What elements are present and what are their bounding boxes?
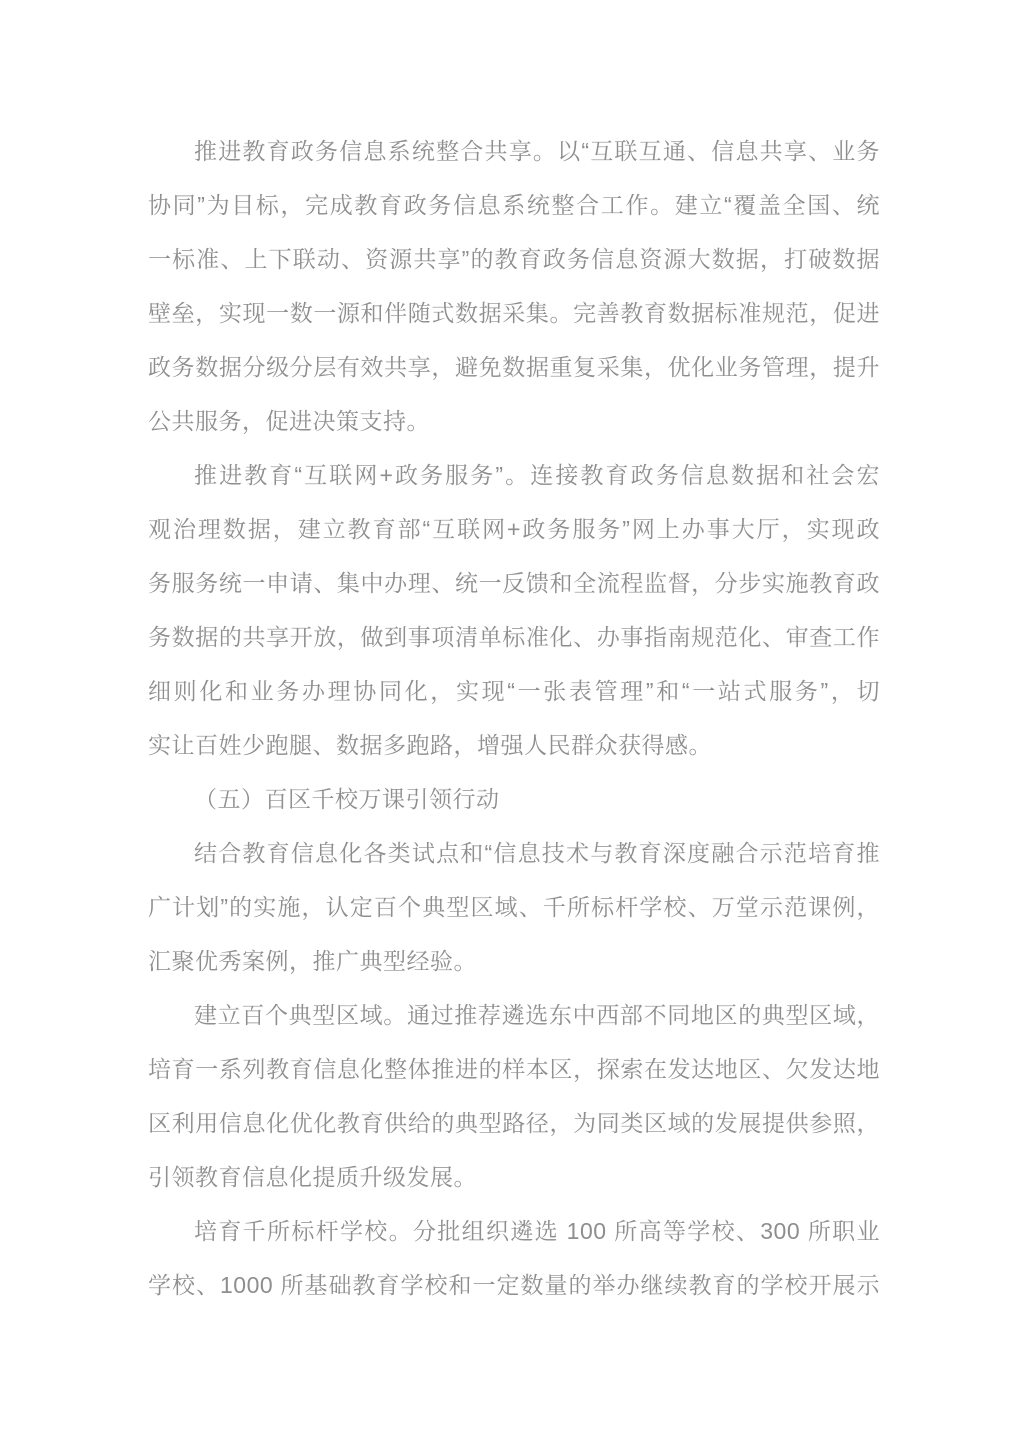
text-line: 引领教育信息化提质升级发展。 — [148, 1164, 477, 1190]
text-line: 政务数据分级分层有效共享，避免数据重复采集，优化业务管理，提升 — [148, 354, 880, 380]
text-line: 结合教育信息化各类试点和“信息技术与教育深度融合示范培育推 — [194, 840, 880, 866]
text-line: 推进教育“互联网+政务服务”。连接教育政务信息数据和社会宏 — [194, 462, 880, 488]
text-line: 培育千所标杆学校。分批组织遴选 100 所高等学校、300 所职业 — [194, 1218, 880, 1244]
text-line: 壁垒，实现一数一源和伴随式数据采集。完善教育数据标准规范，促进 — [148, 300, 880, 326]
text-line: 观治理数据，建立教育部“互联网+政务服务”网上办事大厅，实现政 — [148, 516, 880, 542]
text-line: 广计划”的实施，认定百个典型区域、千所标杆学校、万堂示范课例， — [148, 894, 880, 920]
text-line: 一标准、上下联动、资源共享”的教育政务信息资源大数据，打破数据 — [148, 246, 880, 272]
text-line: 培育一系列教育信息化整体推进的样本区，探索在发达地区、欠发达地 — [148, 1056, 880, 1082]
document-body — [148, 124, 880, 1312]
text-line: 实让百姓少跑腿、数据多跑路，增强人民群众获得感。 — [148, 732, 712, 758]
text-line: 细则化和业务办理协同化，实现“一张表管理”和“一站式服务”，切 — [148, 678, 880, 704]
text-line: 学校、1000 所基础教育学校和一定数量的举办继续教育的学校开展示 — [148, 1272, 880, 1298]
text-line: 务服务统一申请、集中办理、统一反馈和全流程监督，分步实施教育政 — [148, 570, 880, 596]
text-line: 协同”为目标，完成教育政务信息系统整合工作。建立“覆盖全国、统 — [148, 192, 880, 218]
text-line: 汇聚优秀案例，推广典型经验。 — [148, 948, 477, 974]
section-heading: （五）百区千校万课引领行动 — [194, 786, 500, 812]
text-line: 公共服务，促进决策支持。 — [148, 408, 430, 434]
text-line: 区利用信息化优化教育供给的典型路径，为同类区域的发展提供参照， — [148, 1110, 880, 1136]
text-line: 建立百个典型区域。通过推荐遴选东中西部不同地区的典型区域， — [194, 1002, 880, 1028]
text-line: 推进教育政务信息系统整合共享。以“互联互通、信息共享、业务 — [194, 138, 880, 164]
text-line: 务数据的共享开放，做到事项清单标准化、办事指南规范化、审查工作 — [148, 624, 880, 650]
